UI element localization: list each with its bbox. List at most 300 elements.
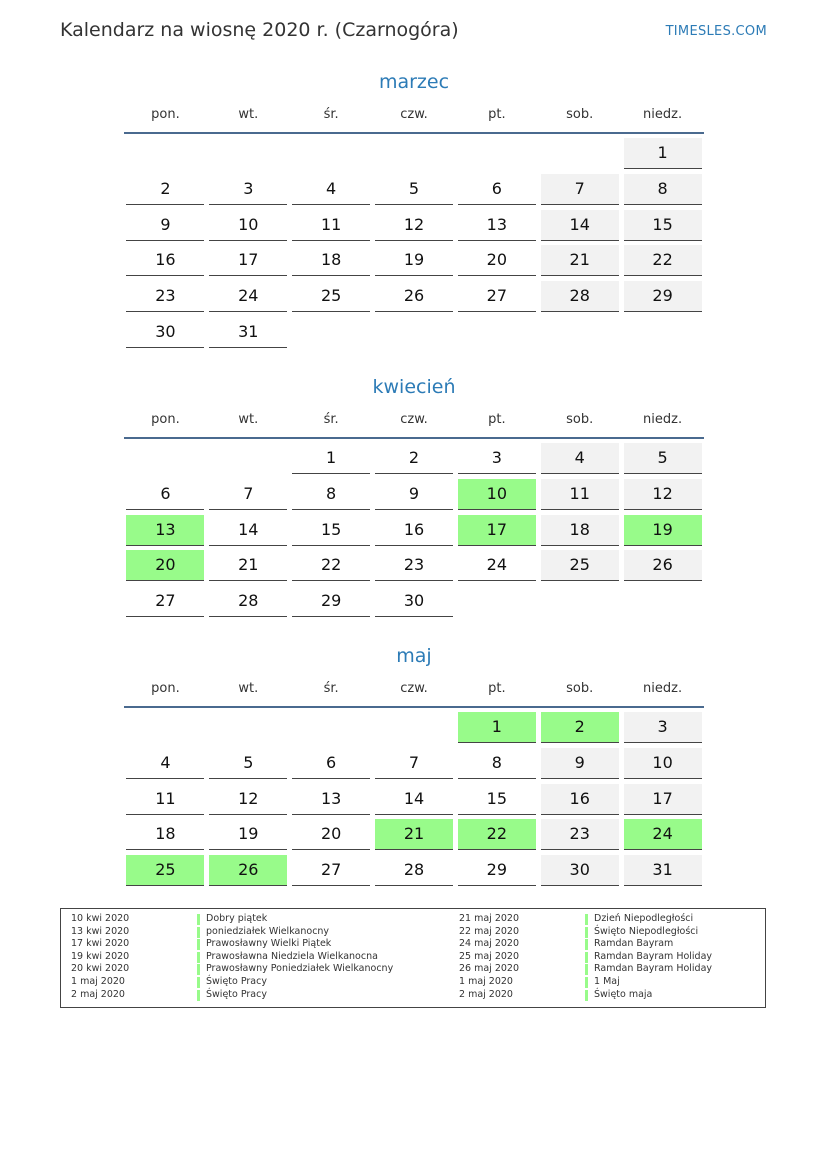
week-row	[124, 784, 704, 820]
day: 30	[126, 317, 204, 348]
weekday-label: śr.	[323, 411, 339, 427]
week-row	[124, 712, 704, 748]
legend-marker	[197, 952, 200, 963]
day-cell	[290, 586, 373, 622]
day-cell	[621, 819, 704, 855]
day-cell	[538, 586, 621, 622]
day-cell	[621, 210, 704, 246]
day-cell	[290, 210, 373, 246]
day-cell	[538, 174, 621, 210]
day: 1	[292, 443, 370, 474]
day-cell	[124, 515, 207, 551]
day: 27	[458, 281, 536, 312]
week-row	[124, 819, 704, 855]
day-cell	[621, 550, 704, 586]
legend-marker	[585, 964, 588, 975]
day-cell	[455, 210, 538, 246]
weekday-header	[124, 401, 704, 439]
weekday-label: pt.	[488, 106, 506, 122]
day-cell	[373, 586, 456, 622]
day: 15	[292, 515, 370, 546]
month-march	[124, 68, 704, 353]
legend-date: 2 maj 2020	[459, 988, 513, 1000]
day: 1	[624, 138, 702, 169]
day: 20	[458, 245, 536, 276]
legend-item	[61, 963, 393, 976]
day-cell	[455, 515, 538, 551]
day-cell	[124, 748, 207, 784]
holiday-legend	[60, 908, 766, 1008]
week-row	[124, 443, 704, 479]
legend-marker	[197, 964, 200, 975]
day-cell	[207, 479, 290, 515]
day-cell	[290, 479, 373, 515]
day: 2	[375, 443, 453, 474]
day: 18	[292, 245, 370, 276]
legend-item	[449, 926, 712, 939]
day-cell	[290, 748, 373, 784]
legend-name: Święto Niepodległości	[594, 925, 699, 937]
legend-item	[61, 989, 393, 1002]
day-cell	[290, 819, 373, 855]
day: 9	[375, 479, 453, 510]
day-cell	[290, 317, 373, 353]
day: 12	[375, 210, 453, 241]
day: 3	[458, 443, 536, 474]
day: 30	[375, 586, 453, 617]
legend-item	[449, 938, 712, 951]
day: 22	[458, 819, 536, 850]
day-cell	[455, 784, 538, 820]
day: 7	[375, 748, 453, 779]
weekday-label: pon.	[151, 680, 180, 696]
day: 15	[624, 210, 702, 241]
day-cell	[455, 479, 538, 515]
day-cell	[455, 855, 538, 891]
weeks	[124, 439, 704, 622]
day-cell	[124, 245, 207, 281]
week-row	[124, 550, 704, 586]
day-cell	[621, 748, 704, 784]
day-cell	[538, 317, 621, 353]
weeks	[124, 134, 704, 353]
day-cell	[373, 443, 456, 479]
day-cell	[290, 784, 373, 820]
day-cell	[124, 550, 207, 586]
legend-marker	[197, 914, 200, 925]
day: 16	[375, 515, 453, 546]
day-cell	[538, 550, 621, 586]
day: 26	[375, 281, 453, 312]
legend-name: Prawosławny Wielki Piątek	[206, 938, 332, 950]
day: 12	[624, 479, 702, 510]
weekday-label: wt.	[238, 106, 259, 122]
day: 16	[126, 245, 204, 276]
day: 24	[624, 819, 702, 850]
day-cell	[124, 210, 207, 246]
day-cell	[373, 245, 456, 281]
week-row	[124, 855, 704, 891]
page-title: Kalendarz na wiosnę 2020 r. (Czarnogóra)	[60, 19, 459, 41]
day-cell	[621, 784, 704, 820]
day: 24	[209, 281, 287, 312]
legend-item	[449, 976, 712, 989]
day: 23	[541, 819, 619, 850]
day-cell	[373, 819, 456, 855]
day-cell	[373, 174, 456, 210]
day-cell	[538, 855, 621, 891]
day-cell	[207, 784, 290, 820]
legend-item	[61, 951, 393, 964]
week-row	[124, 210, 704, 246]
day-cell	[373, 855, 456, 891]
day-cell	[621, 479, 704, 515]
day: 20	[126, 550, 204, 581]
day: 10	[458, 479, 536, 510]
day-cell	[290, 138, 373, 174]
day: 6	[292, 748, 370, 779]
day: 5	[375, 174, 453, 205]
legend-name: Prawosławny Poniedziałek Wielkanocny	[206, 963, 394, 975]
day: 9	[541, 748, 619, 779]
day-cell	[124, 586, 207, 622]
day-cell	[207, 443, 290, 479]
day: 11	[126, 784, 204, 815]
day: 4	[292, 174, 370, 205]
day: 4	[126, 748, 204, 779]
day-cell	[124, 281, 207, 317]
day: 17	[209, 245, 287, 276]
day-cell	[373, 784, 456, 820]
day-cell	[207, 210, 290, 246]
legend-date: 19 kwi 2020	[71, 950, 130, 962]
day: 12	[209, 784, 287, 815]
day: 11	[292, 210, 370, 241]
month-name: kwiecień	[372, 376, 456, 398]
day: 25	[292, 281, 370, 312]
day: 25	[126, 855, 204, 886]
day-cell	[538, 748, 621, 784]
legend-marker	[585, 939, 588, 950]
day-cell	[373, 712, 456, 748]
day: 19	[624, 515, 702, 546]
day-cell	[124, 174, 207, 210]
day-cell	[455, 317, 538, 353]
day-cell	[538, 784, 621, 820]
day-cell	[124, 784, 207, 820]
day-cell	[373, 138, 456, 174]
day: 26	[209, 855, 287, 886]
weekday-label: czw.	[400, 680, 428, 696]
day: 8	[292, 479, 370, 510]
legend-date: 24 maj 2020	[459, 938, 520, 950]
week-row	[124, 748, 704, 784]
day: 2	[126, 174, 204, 205]
weekday-label: pt.	[488, 411, 506, 427]
week-row	[124, 479, 704, 515]
weekday-label: czw.	[400, 411, 428, 427]
legend-item	[61, 976, 393, 989]
day: 28	[375, 855, 453, 886]
day: 13	[292, 784, 370, 815]
day-cell	[290, 712, 373, 748]
day: 15	[458, 784, 536, 815]
day: 26	[624, 550, 702, 581]
day: 8	[458, 748, 536, 779]
day-cell	[538, 281, 621, 317]
legend-date: 10 kwi 2020	[71, 913, 130, 924]
day-cell	[290, 855, 373, 891]
day-cell	[455, 174, 538, 210]
day-cell	[455, 138, 538, 174]
legend-item	[449, 989, 712, 1002]
week-row	[124, 174, 704, 210]
legend-name: Święto Pracy	[206, 975, 267, 987]
day: 8	[624, 174, 702, 205]
day: 11	[541, 479, 619, 510]
day: 24	[458, 550, 536, 581]
legend-column-right	[449, 913, 712, 1001]
day: 6	[458, 174, 536, 205]
day-cell	[207, 550, 290, 586]
day-cell	[207, 712, 290, 748]
legend-date: 2 maj 2020	[71, 988, 125, 1000]
day-cell	[207, 317, 290, 353]
day: 4	[541, 443, 619, 474]
day-cell	[455, 586, 538, 622]
legend-name: Ramdan Bayram	[594, 938, 674, 950]
legend-name: Ramdan Bayram Holiday	[594, 963, 713, 975]
day-cell	[538, 443, 621, 479]
legend-date: 21 maj 2020	[459, 913, 520, 924]
day-cell	[373, 550, 456, 586]
day-cell	[373, 515, 456, 551]
day-cell	[621, 281, 704, 317]
legend-date: 1 maj 2020	[71, 975, 125, 987]
week-row	[124, 586, 704, 622]
legend-name: Święto maja	[594, 988, 653, 1000]
day: 29	[458, 855, 536, 886]
legend-name: Dzień Niepodległości	[594, 913, 694, 924]
day-cell	[124, 712, 207, 748]
day-cell	[538, 712, 621, 748]
month-april	[124, 373, 704, 622]
weekday-header	[124, 96, 704, 134]
day: 22	[624, 245, 702, 276]
day: 19	[375, 245, 453, 276]
day: 28	[209, 586, 287, 617]
day-cell	[207, 174, 290, 210]
day-cell	[124, 443, 207, 479]
day-cell	[455, 443, 538, 479]
day-cell	[538, 479, 621, 515]
week-row	[124, 317, 704, 353]
legend-marker	[585, 990, 588, 1001]
day: 14	[541, 210, 619, 241]
day-cell	[124, 855, 207, 891]
day-cell	[538, 819, 621, 855]
day: 25	[541, 550, 619, 581]
legend-item	[449, 913, 712, 926]
day-cell	[373, 479, 456, 515]
day-cell	[290, 443, 373, 479]
weekday-label: wt.	[238, 411, 259, 427]
day-cell	[538, 245, 621, 281]
day: 14	[209, 515, 287, 546]
day: 17	[458, 515, 536, 546]
day: 1	[458, 712, 536, 743]
day-cell	[207, 748, 290, 784]
day-cell	[207, 819, 290, 855]
legend-item	[61, 926, 393, 939]
legend-date: 25 maj 2020	[459, 950, 520, 962]
day: 20	[292, 819, 370, 850]
month-name: marzec	[378, 71, 450, 93]
weekday-label: pon.	[151, 106, 180, 122]
legend-marker	[585, 927, 588, 938]
day-cell	[621, 138, 704, 174]
legend-date: 22 maj 2020	[459, 925, 520, 937]
day-cell	[207, 245, 290, 281]
day-cell	[373, 210, 456, 246]
day-cell	[124, 819, 207, 855]
day: 28	[541, 281, 619, 312]
day-cell	[621, 515, 704, 551]
day-cell	[455, 712, 538, 748]
legend-date: 1 maj 2020	[459, 975, 513, 987]
weekday-label: niedz.	[643, 411, 683, 427]
legend-marker	[197, 939, 200, 950]
day: 31	[624, 855, 702, 886]
weekday-label: sob.	[566, 680, 594, 696]
day: 10	[624, 748, 702, 779]
weekday-label: niedz.	[643, 106, 683, 122]
weekday-header	[124, 670, 704, 708]
day: 29	[292, 586, 370, 617]
legend-marker	[197, 990, 200, 1001]
legend-marker	[197, 927, 200, 938]
day: 30	[541, 855, 619, 886]
day: 21	[375, 819, 453, 850]
day-cell	[290, 281, 373, 317]
day-cell	[538, 210, 621, 246]
legend-name: Ramdan Bayram Holiday	[594, 950, 713, 962]
day-cell	[373, 317, 456, 353]
day-cell	[207, 281, 290, 317]
legend-item	[61, 938, 393, 951]
day-cell	[455, 748, 538, 784]
day-cell	[538, 138, 621, 174]
legend-date: 13 kwi 2020	[71, 925, 130, 937]
day: 19	[209, 819, 287, 850]
legend-column-left	[61, 913, 393, 1001]
weekday-label: sob.	[566, 106, 594, 122]
legend-marker	[197, 977, 200, 988]
week-row	[124, 515, 704, 551]
day-cell	[124, 317, 207, 353]
day: 13	[126, 515, 204, 546]
day: 13	[458, 210, 536, 241]
month-may	[124, 642, 704, 891]
day: 18	[126, 819, 204, 850]
day: 3	[209, 174, 287, 205]
day-cell	[621, 443, 704, 479]
legend-date: 26 maj 2020	[459, 963, 520, 975]
day: 2	[541, 712, 619, 743]
day-cell	[290, 515, 373, 551]
day-cell	[207, 138, 290, 174]
day: 23	[126, 281, 204, 312]
weekday-label: sob.	[566, 411, 594, 427]
day: 9	[126, 210, 204, 241]
day-cell	[455, 245, 538, 281]
day-cell	[621, 174, 704, 210]
day-cell	[621, 712, 704, 748]
day: 21	[209, 550, 287, 581]
week-row	[124, 138, 704, 174]
legend-marker	[585, 977, 588, 988]
day-cell	[621, 586, 704, 622]
week-row	[124, 245, 704, 281]
day-cell	[207, 855, 290, 891]
weekday-label: wt.	[238, 680, 259, 696]
day: 5	[209, 748, 287, 779]
day-cell	[207, 515, 290, 551]
day: 27	[126, 586, 204, 617]
day: 14	[375, 784, 453, 815]
brand-link[interactable]: TIMESLES.COM	[665, 24, 767, 39]
weekday-label: pt.	[488, 680, 506, 696]
day-cell	[455, 550, 538, 586]
day-cell	[621, 245, 704, 281]
day-cell	[373, 748, 456, 784]
day: 31	[209, 317, 287, 348]
month-name: maj	[396, 645, 432, 667]
legend-date: 20 kwi 2020	[71, 963, 130, 975]
day-cell	[124, 138, 207, 174]
day-cell	[621, 855, 704, 891]
day: 10	[209, 210, 287, 241]
day-cell	[207, 586, 290, 622]
day: 18	[541, 515, 619, 546]
legend-name: Święto Pracy	[206, 988, 267, 1000]
day-cell	[290, 550, 373, 586]
legend-name: Dobry piątek	[206, 913, 268, 924]
day: 16	[541, 784, 619, 815]
legend-item	[61, 913, 393, 926]
day-cell	[455, 819, 538, 855]
weeks	[124, 708, 704, 891]
legend-item	[449, 963, 712, 976]
legend-name: 1 Maj	[594, 975, 620, 987]
day-cell	[124, 479, 207, 515]
day: 22	[292, 550, 370, 581]
day: 6	[126, 479, 204, 510]
day: 7	[541, 174, 619, 205]
day-cell	[621, 317, 704, 353]
legend-item	[449, 951, 712, 964]
day: 23	[375, 550, 453, 581]
legend-marker	[585, 914, 588, 925]
day: 17	[624, 784, 702, 815]
day-cell	[455, 281, 538, 317]
week-row	[124, 281, 704, 317]
legend-name: Prawosławna Niedziela Wielkanocna	[206, 950, 378, 962]
legend-date: 17 kwi 2020	[71, 938, 130, 950]
legend-name: poniedziałek Wielkanocny	[206, 925, 330, 937]
day: 7	[209, 479, 287, 510]
weekday-label: czw.	[400, 106, 428, 122]
